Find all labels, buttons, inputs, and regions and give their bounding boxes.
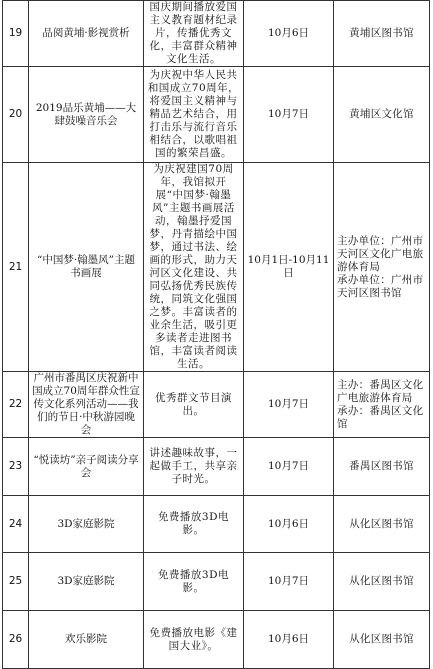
events-table (2, 0, 430, 669)
event-description: 免费播放电影《建国大业》。 (144, 611, 244, 669)
event-date: 10月6日 (244, 496, 334, 553)
event-name: 3D家庭影院 (29, 496, 144, 553)
row-number: 20 (3, 67, 29, 163)
event-date: 10月6日 (244, 611, 334, 669)
event-venue (334, 372, 430, 438)
event-venue (334, 163, 430, 372)
event-venue: 从化区图书馆 (334, 553, 430, 611)
event-name: 3D家庭影院 (29, 553, 144, 611)
row-number: 19 (3, 1, 29, 67)
event-venue: 番禺区图书馆 (334, 438, 430, 496)
event-name: “中国梦·翰墨风”主题书画展 (29, 163, 144, 372)
event-description: 国庆期间播放爱国主义教育题材纪录片，传播优秀文化，丰富群众精神文化生活。 (144, 1, 244, 67)
row-number: 22 (3, 372, 29, 438)
event-name: 2019品乐黄埔——大肆鼓噪音乐会 (29, 67, 144, 163)
event-date: 10月7日 (244, 438, 334, 496)
event-name: 欢乐影院 (29, 611, 144, 669)
event-date: 10月7日 (244, 372, 334, 438)
event-date: 10月1日-10月11日 (244, 163, 334, 372)
event-description: 免费播放3D电影。 (144, 496, 244, 553)
event-name: 广州市番禺区庆祝新中国成立70周年群众性宣传文化系列活动——我们的节日·中秋游园晚会 (29, 372, 144, 438)
event-venue: 从化区图书馆 (334, 611, 430, 669)
event-description: 讲述趣味故事，一起做手工，共享亲子时光。 (144, 438, 244, 496)
table-row (3, 496, 430, 553)
table-row (3, 67, 430, 163)
event-description: 优秀群文节目演出。 (144, 372, 244, 438)
event-name: “悦读坊”亲子阅读分享会 (29, 438, 144, 496)
event-venue: 黄埔区文化馆 (334, 67, 430, 163)
table-row (3, 1, 430, 67)
organizer-host: 主办：番禺区文化广电旅游体育局 (337, 378, 424, 404)
event-date: 10月7日 (244, 553, 334, 611)
table-row (3, 553, 430, 611)
table-row (3, 438, 430, 496)
row-number: 24 (3, 496, 29, 553)
row-number: 23 (3, 438, 29, 496)
row-number: 21 (3, 163, 29, 372)
event-date: 10月6日 (244, 1, 334, 67)
event-date: 10月7日 (244, 67, 334, 163)
row-number: 25 (3, 553, 29, 611)
event-venue: 黄埔区图书馆 (334, 1, 430, 67)
event-description: 为庆祝中华人民共和国成立70周年，将爱国主义精神与精品艺术结合，用打击乐与流行音乐相结合，以歌唱祖国的繁荣昌盛。 (144, 67, 244, 163)
row-number: 26 (3, 611, 29, 669)
table-row (3, 163, 430, 372)
organizer-host: 主办单位：广州市天河区文化广电旅游体育局 (337, 234, 424, 273)
event-description: 为庆祝建国70周年，我馆拟开展“中国梦·翰墨风”主题书画展活动，翰墨抒爱国梦，丹青描绘中国梦，通过书法、绘画的形式，助力天河区文化建设、共同弘扬优秀民族传统，同筑文化强国之梦。丰富读者的业余生活，吸引更多读者走进图书馆，丰富读者阅读生活。 (144, 163, 244, 372)
table-row (3, 372, 430, 438)
table-row (3, 611, 430, 669)
organizer-undertaker: 承办单位：广州市天河区图书馆 (337, 273, 424, 299)
event-venue: 从化区图书馆 (334, 496, 430, 553)
event-name: 品阅黄埔·影视赏析 (29, 1, 144, 67)
organizer-undertaker: 承办：番禺区文化馆 (337, 404, 424, 430)
event-description: 免费播放3D电影。 (144, 553, 244, 611)
